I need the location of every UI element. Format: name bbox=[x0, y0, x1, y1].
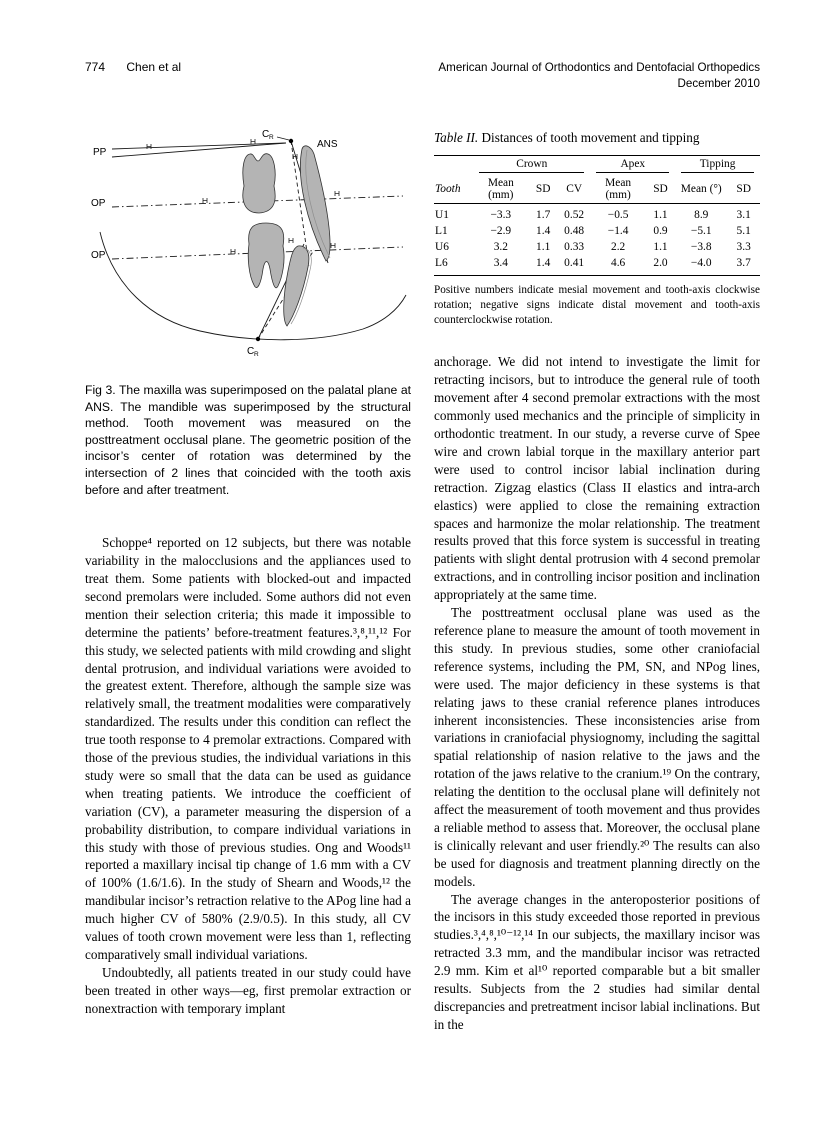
col-header: Tooth bbox=[434, 175, 473, 204]
table-cell: −4.0 bbox=[690, 257, 712, 269]
table-cell: 0.33 bbox=[564, 241, 585, 253]
col-header: Mean (mm) bbox=[590, 175, 645, 204]
fig3-cephalometric-tracing bbox=[85, 128, 411, 356]
table-2-caption bbox=[434, 130, 760, 146]
paragraph: anchorage. We did not intend to investigate the limit for retracting incisors, but to introduce the general rule of tooth movement after 4 second premolar extractions with the most commonly used mechanics and the principle of simplicity in orthodontic treatment. In our study, a reverse curve of Spee wire and crown labial torque in the maxillary anterior part were used to control incisor labial inclination during retraction. Zigzag elastics (Class II elastics and intra-arch elastics) were applied to close the remaining extraction spaces and harmonize the molar relationship. The treatment results proved that this force system is successful in treating patients with slight dental protrusion with 4 second premolar extractions, and in controlling incisor position and inclination appropriately at the same time. bbox=[434, 354, 760, 603]
table-cell: 3.2 bbox=[493, 241, 508, 253]
left-column bbox=[85, 128, 411, 1018]
table-cell: 1.1 bbox=[653, 209, 668, 221]
table-2-footnote: Positive numbers indicate mesial movement and tooth-axis clockwise rotation; negative signs indicate distal movement and tooth-axis counterclockwise rotation. bbox=[434, 284, 760, 326]
table-cell: −5.1 bbox=[690, 225, 712, 237]
group-crown bbox=[473, 156, 590, 176]
table-cell: L1 bbox=[435, 225, 448, 237]
table-cell: 3.4 bbox=[493, 257, 508, 269]
table-2-block bbox=[434, 130, 760, 327]
group-tipping bbox=[675, 156, 760, 176]
table-row bbox=[434, 204, 760, 224]
upper-molar bbox=[243, 154, 275, 213]
table-cell: 0.52 bbox=[564, 209, 585, 221]
table-cell: 1.7 bbox=[536, 209, 551, 221]
cr-bottom-subscript: R bbox=[254, 351, 259, 356]
table-2-label: Table II. bbox=[434, 130, 479, 145]
table-cell: 2.2 bbox=[611, 241, 626, 253]
journal-info bbox=[438, 60, 760, 91]
page-number: 774 bbox=[85, 60, 106, 74]
cr-top-subscript: R bbox=[269, 134, 274, 141]
table-header-row bbox=[434, 175, 760, 204]
table-cell: −3.8 bbox=[690, 241, 712, 253]
palatal-plane-line-lower bbox=[112, 143, 286, 157]
table-cell: 4.6 bbox=[611, 257, 626, 269]
page-number-authors bbox=[85, 60, 181, 74]
table-cell: −3.3 bbox=[490, 209, 512, 221]
ans-label: ANS bbox=[317, 139, 338, 150]
teeth-shapes bbox=[243, 146, 330, 326]
cr-top-pointer bbox=[277, 137, 289, 140]
lower-rotation-center-dot bbox=[256, 337, 260, 341]
running-head bbox=[85, 60, 760, 91]
table-row bbox=[434, 239, 760, 255]
op-lower-label: OP bbox=[91, 250, 106, 261]
table-cell: 0.9 bbox=[653, 225, 668, 237]
table-row bbox=[434, 255, 760, 276]
op-upper-label: OP bbox=[91, 198, 106, 209]
table-cell: 2.0 bbox=[653, 257, 668, 269]
group-tipping-label: Tipping bbox=[681, 158, 754, 173]
lower-molar bbox=[248, 223, 284, 288]
upper-rotation-center-dot bbox=[289, 139, 293, 143]
cr-top-label: C bbox=[262, 129, 270, 140]
col-header: SD bbox=[529, 175, 558, 204]
table-cell: −2.9 bbox=[490, 225, 512, 237]
paragraph: The posttreatment occlusal plane was used as the reference plane to measure the amount of tooth movement in this study. In previous studies, some other craniofacial reference systems, including the PM, SN, and NPog lines, were used. The major deficiency in these systems is that relating jaws to these cranial reference planes introduces inherent inconsistencies. These inconsistencies arise from variations in craniofacial physiognomy, including the sagittal spatial relationship of nasion relative to the jaws and the rotation of the jaws relative to the cranium.¹⁹ On the contrary, relating the dentition to the occlusal plane will definitely not affect the measurement of tooth movement and thus provides a reliable method to assess that. Moreover, the occlusal plane is clinically relevant and user friendly.²⁰ The results can also be used for diagnosis and treatment planning directly on the models. bbox=[434, 605, 760, 889]
table-cell: 3.3 bbox=[736, 241, 751, 253]
group-crown-label: Crown bbox=[479, 158, 584, 173]
table-cell: 1.4 bbox=[536, 225, 551, 237]
table-group-header-row bbox=[434, 156, 760, 176]
col-header: SD bbox=[727, 175, 760, 204]
paragraph: The average changes in the anteroposterior positions of the incisors in this study exceeded those reported in previous studies.³,⁴,⁸,¹⁰⁻¹²,¹⁴ In our subjects, the maxillary incisor was retracted 3.3 mm, and the mandibular incisor was retracted 2.9 mm. Kim et al¹⁰ reported comparable but a bit smaller results. Subjects from the 2 studies had similar dental discrepancies and pretreatment incisor labial inclinations. But in the bbox=[434, 891, 760, 1032]
group-apex-label: Apex bbox=[596, 158, 669, 173]
upper-incisor bbox=[300, 146, 330, 261]
table-cell: −0.5 bbox=[607, 209, 629, 221]
table-cell: 8.9 bbox=[694, 209, 709, 221]
issue-date: December 2010 bbox=[677, 76, 760, 90]
palatal-plane-line-upper bbox=[112, 143, 286, 149]
right-column-text bbox=[434, 353, 760, 1033]
table-cell: U1 bbox=[435, 209, 449, 221]
table-2 bbox=[434, 155, 760, 276]
pp-label: PP bbox=[93, 147, 107, 158]
paragraph: Undoubtedly, all patients treated in our study could have been treated in other ways—eg, first premolar extraction or nonextraction with temporary implant bbox=[85, 964, 411, 1016]
table-cell: −1.4 bbox=[607, 225, 629, 237]
left-column-text bbox=[85, 534, 411, 1017]
running-authors: Chen et al bbox=[126, 60, 182, 74]
table-cell: 5.1 bbox=[736, 225, 751, 237]
table-cell: 1.1 bbox=[536, 241, 551, 253]
table-cell: 0.41 bbox=[564, 257, 585, 269]
table-cell: L6 bbox=[435, 257, 448, 269]
paragraph: Schoppe⁴ reported on 12 subjects, but there was notable variability in the malocclusions and the appliances used to treat them. Some patients with blocked-out and impacted second premolars were included. Some authors did not even mention their selection criteria; this made it impossible to determine the patients’ before-treatment features.³,⁸,¹¹,¹² For this study, we selected patients with mild crowding and slight dental protrusion, and individual variations were avoided to the greatest extent. Therefore, although the sample size was relatively small, the treatment modalities were comparatively standardized. The results under this condition can reflect the true tooth response to 4 premolar extractions. Compared with those of the previous studies, the individual variations in this study were so small that the data can be used as guidance when treating patients. We introduce the coefficient of variation (CV), a parameter measuring the dispersion of a probability distribution, to compare individual variations in this study with those of previous studies. Ong and Woods¹¹ reported a maxillary incisal tip change of 1.6 mm with a CV of 100% (1.6/1.6). In the study of Shearn and Woods,¹² the mandibular incisor’s retraction relative to the APog line had a much higher CV of 580% (2.9/0.5). In this study, all CV values of tooth crown movement were less than 1, reflecting comparatively small individual variations. bbox=[85, 535, 411, 962]
table-cell: 0.48 bbox=[564, 225, 585, 237]
table-2-title: Distances of tooth movement and tipping bbox=[481, 130, 700, 145]
figure-3 bbox=[85, 128, 411, 498]
journal-name: American Journal of Orthodontics and Dentofacial Orthopedics bbox=[438, 61, 760, 74]
right-column bbox=[434, 128, 760, 1034]
table-row bbox=[434, 223, 760, 239]
col-header: Mean (mm) bbox=[473, 175, 528, 204]
table-cell: 1.1 bbox=[653, 241, 668, 253]
table-cell-empty bbox=[434, 156, 473, 176]
table-cell: 3.1 bbox=[736, 209, 751, 221]
col-header: SD bbox=[646, 175, 675, 204]
col-header: Mean (°) bbox=[675, 175, 727, 204]
cr-bottom-label: C bbox=[247, 346, 255, 356]
group-apex bbox=[590, 156, 675, 176]
table-cell: 3.7 bbox=[736, 257, 751, 269]
figure-3-caption: Fig 3. The maxilla was superimposed on the palatal plane at ANS. The mandible was superimposed by the structural method. Tooth movement was measured on the posttreatment occlusal plane. The geometric position of the incisor’s center of rotation was determined by the intersection of 2 lines that coincided with the tooth axis before and after treatment. bbox=[85, 383, 411, 497]
col-header: CV bbox=[558, 175, 591, 204]
table-cell: 1.4 bbox=[536, 257, 551, 269]
table-cell: U6 bbox=[435, 241, 449, 253]
